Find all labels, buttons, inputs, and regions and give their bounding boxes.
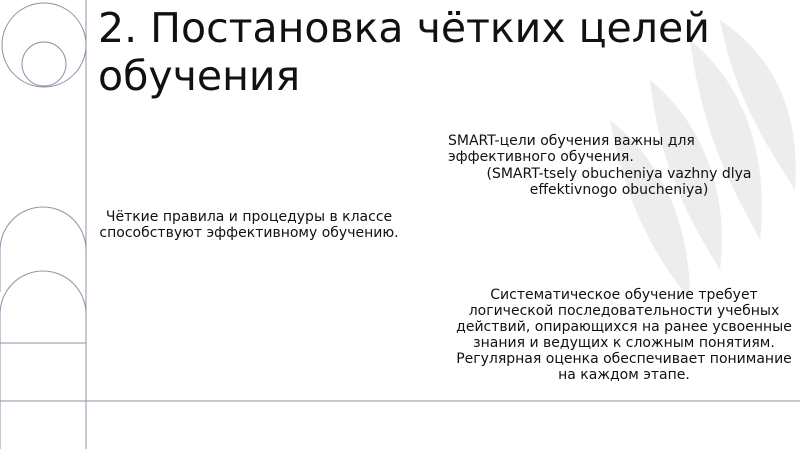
slide-title: 2. Постановка чётких целей обучения xyxy=(98,4,710,100)
top-small-circle xyxy=(22,42,66,86)
arch-upper xyxy=(0,207,86,292)
top-large-circle xyxy=(2,3,86,87)
systematic-learning-text: Систематическое обучение требует логической последовательности учебных действий, опирающихся на ранее усвоенные знания и ведущих к сложным понятиям. Регулярная оценка обеспечивает понимание на каждом этапе. xyxy=(456,287,792,383)
arch-lower xyxy=(0,271,86,449)
classroom-rules-text: Чёткие правила и процедуры в классе способствуют эффективному обучению. xyxy=(99,209,399,241)
smart-goals-text: SMART-цели обучения важны для эффективного обучения. xyxy=(448,133,695,165)
smart-goals-transliteration: (SMART-tsely obucheniya vazhny dlya effektivnogo obucheniya) xyxy=(486,166,752,198)
